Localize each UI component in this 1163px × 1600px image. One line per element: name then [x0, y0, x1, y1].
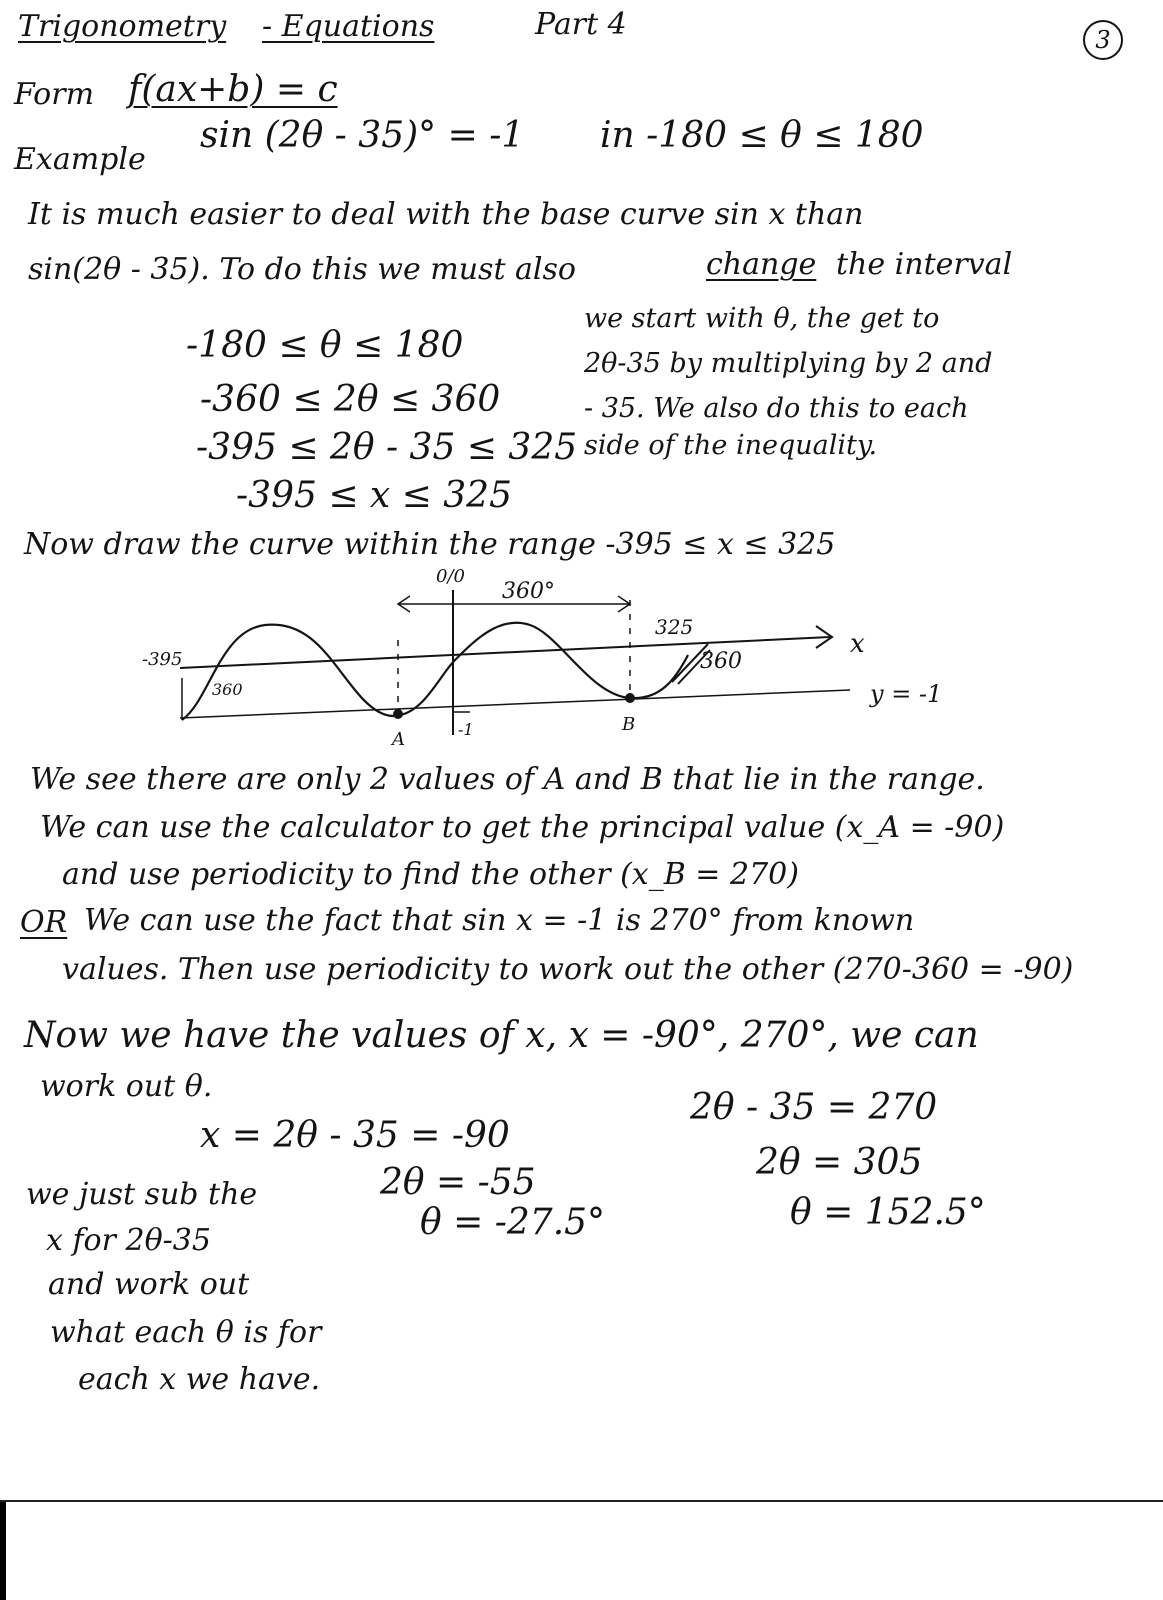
para1-line1: It is much easier to deal with the base curve sin x than: [28, 197, 864, 232]
margin-note-line2: x for 2θ-35: [46, 1223, 211, 1258]
inequality-step4: -395 ≤ x ≤ 325: [236, 475, 512, 516]
label-x-axis: x: [850, 629, 865, 659]
sine-curve: [182, 623, 688, 720]
para2-or: OR: [20, 905, 68, 940]
label-span: 360°: [502, 579, 555, 604]
point-a-dot: [393, 709, 403, 719]
label-minus-one: -1: [458, 720, 474, 739]
page-number-circle: 3: [1083, 20, 1123, 60]
label-point-b: B: [622, 714, 636, 735]
para2-line2: We can use the calculator to get the principal value (x_A = -90): [40, 810, 1005, 845]
working-right-line1: 2θ - 35 = 270: [690, 1087, 938, 1128]
title-equations: - Equations: [262, 9, 435, 44]
para2-line5: values. Then use periodicity to work out the other (270-360 = -90): [62, 952, 1074, 987]
point-b-dot: [625, 693, 635, 703]
working-right-line2: 2θ = 305: [756, 1142, 923, 1183]
para2-line1: We see there are only 2 values of A and B that lie in the range.: [30, 762, 985, 797]
sine-curve-sketch: [140, 560, 1040, 760]
label-left-bound: -395: [142, 649, 183, 670]
margin-note-line3: and work out: [48, 1267, 250, 1302]
part-label: Part 4: [535, 7, 627, 42]
inequality-step3: -395 ≤ 2θ - 35 ≤ 325: [196, 427, 578, 468]
margin-note-line5: each x we have.: [78, 1362, 321, 1397]
example-label: Example: [14, 142, 146, 177]
side-note-line3: - 35. We also do this to each: [584, 393, 969, 424]
example-equation: sin (2θ - 35)° = -1: [200, 115, 525, 156]
label-y-line: y = -1: [870, 680, 943, 708]
side-note-line1: we start with θ, the get to: [584, 303, 940, 334]
margin-note-line4: what each θ is for: [50, 1315, 322, 1350]
label-left-mark: 360: [212, 680, 243, 699]
side-note-line4: side of the inequality.: [584, 430, 878, 461]
para1-line2-start: sin(2θ - 35). To do this we must also: [28, 252, 576, 287]
inequality-step2: -360 ≤ 2θ ≤ 360: [200, 379, 501, 420]
para3-line2: work out θ.: [40, 1069, 213, 1104]
y-minus-one-line: [180, 690, 850, 718]
draw-instruction: Now draw the curve within the range -395 ≤ x ≤ 325: [24, 527, 836, 562]
working-left-line1: x = 2θ - 35 = -90: [200, 1115, 510, 1156]
label-top: 0/0: [436, 566, 465, 587]
working-left-line3: θ = -27.5°: [420, 1202, 606, 1243]
page-bottom-edge: [0, 1500, 1163, 1502]
para1-change-word: change: [706, 247, 817, 282]
para2-line3: and use periodicity to find the other (x_B = 270): [62, 857, 799, 892]
inequality-step1: -180 ≤ θ ≤ 180: [186, 325, 464, 366]
para1-line2-end: the interval: [836, 247, 1013, 282]
label-point-a: A: [392, 729, 405, 750]
form-expression: f(ax+b) = c: [128, 69, 338, 110]
working-left-line2: 2θ = -55: [380, 1162, 536, 1203]
example-interval: in -180 ≤ θ ≤ 180: [600, 115, 924, 156]
title-trigonometry: Trigonometry: [18, 9, 227, 44]
form-label: Form: [14, 77, 95, 112]
scan-left-edge: [0, 1502, 6, 1600]
para2-line4: We can use the fact that sin x = -1 is 270° from known: [84, 903, 915, 938]
para3-line1: Now we have the values of x, x = -90°, 270°, we can: [24, 1015, 979, 1056]
working-right-line3: θ = 152.5°: [790, 1192, 986, 1233]
side-note-line2: 2θ-35 by multiplying by 2 and: [584, 348, 993, 379]
label-right-mark: 360: [700, 649, 742, 674]
label-right-bound: 325: [655, 615, 694, 639]
margin-note-line1: we just sub the: [26, 1177, 258, 1212]
